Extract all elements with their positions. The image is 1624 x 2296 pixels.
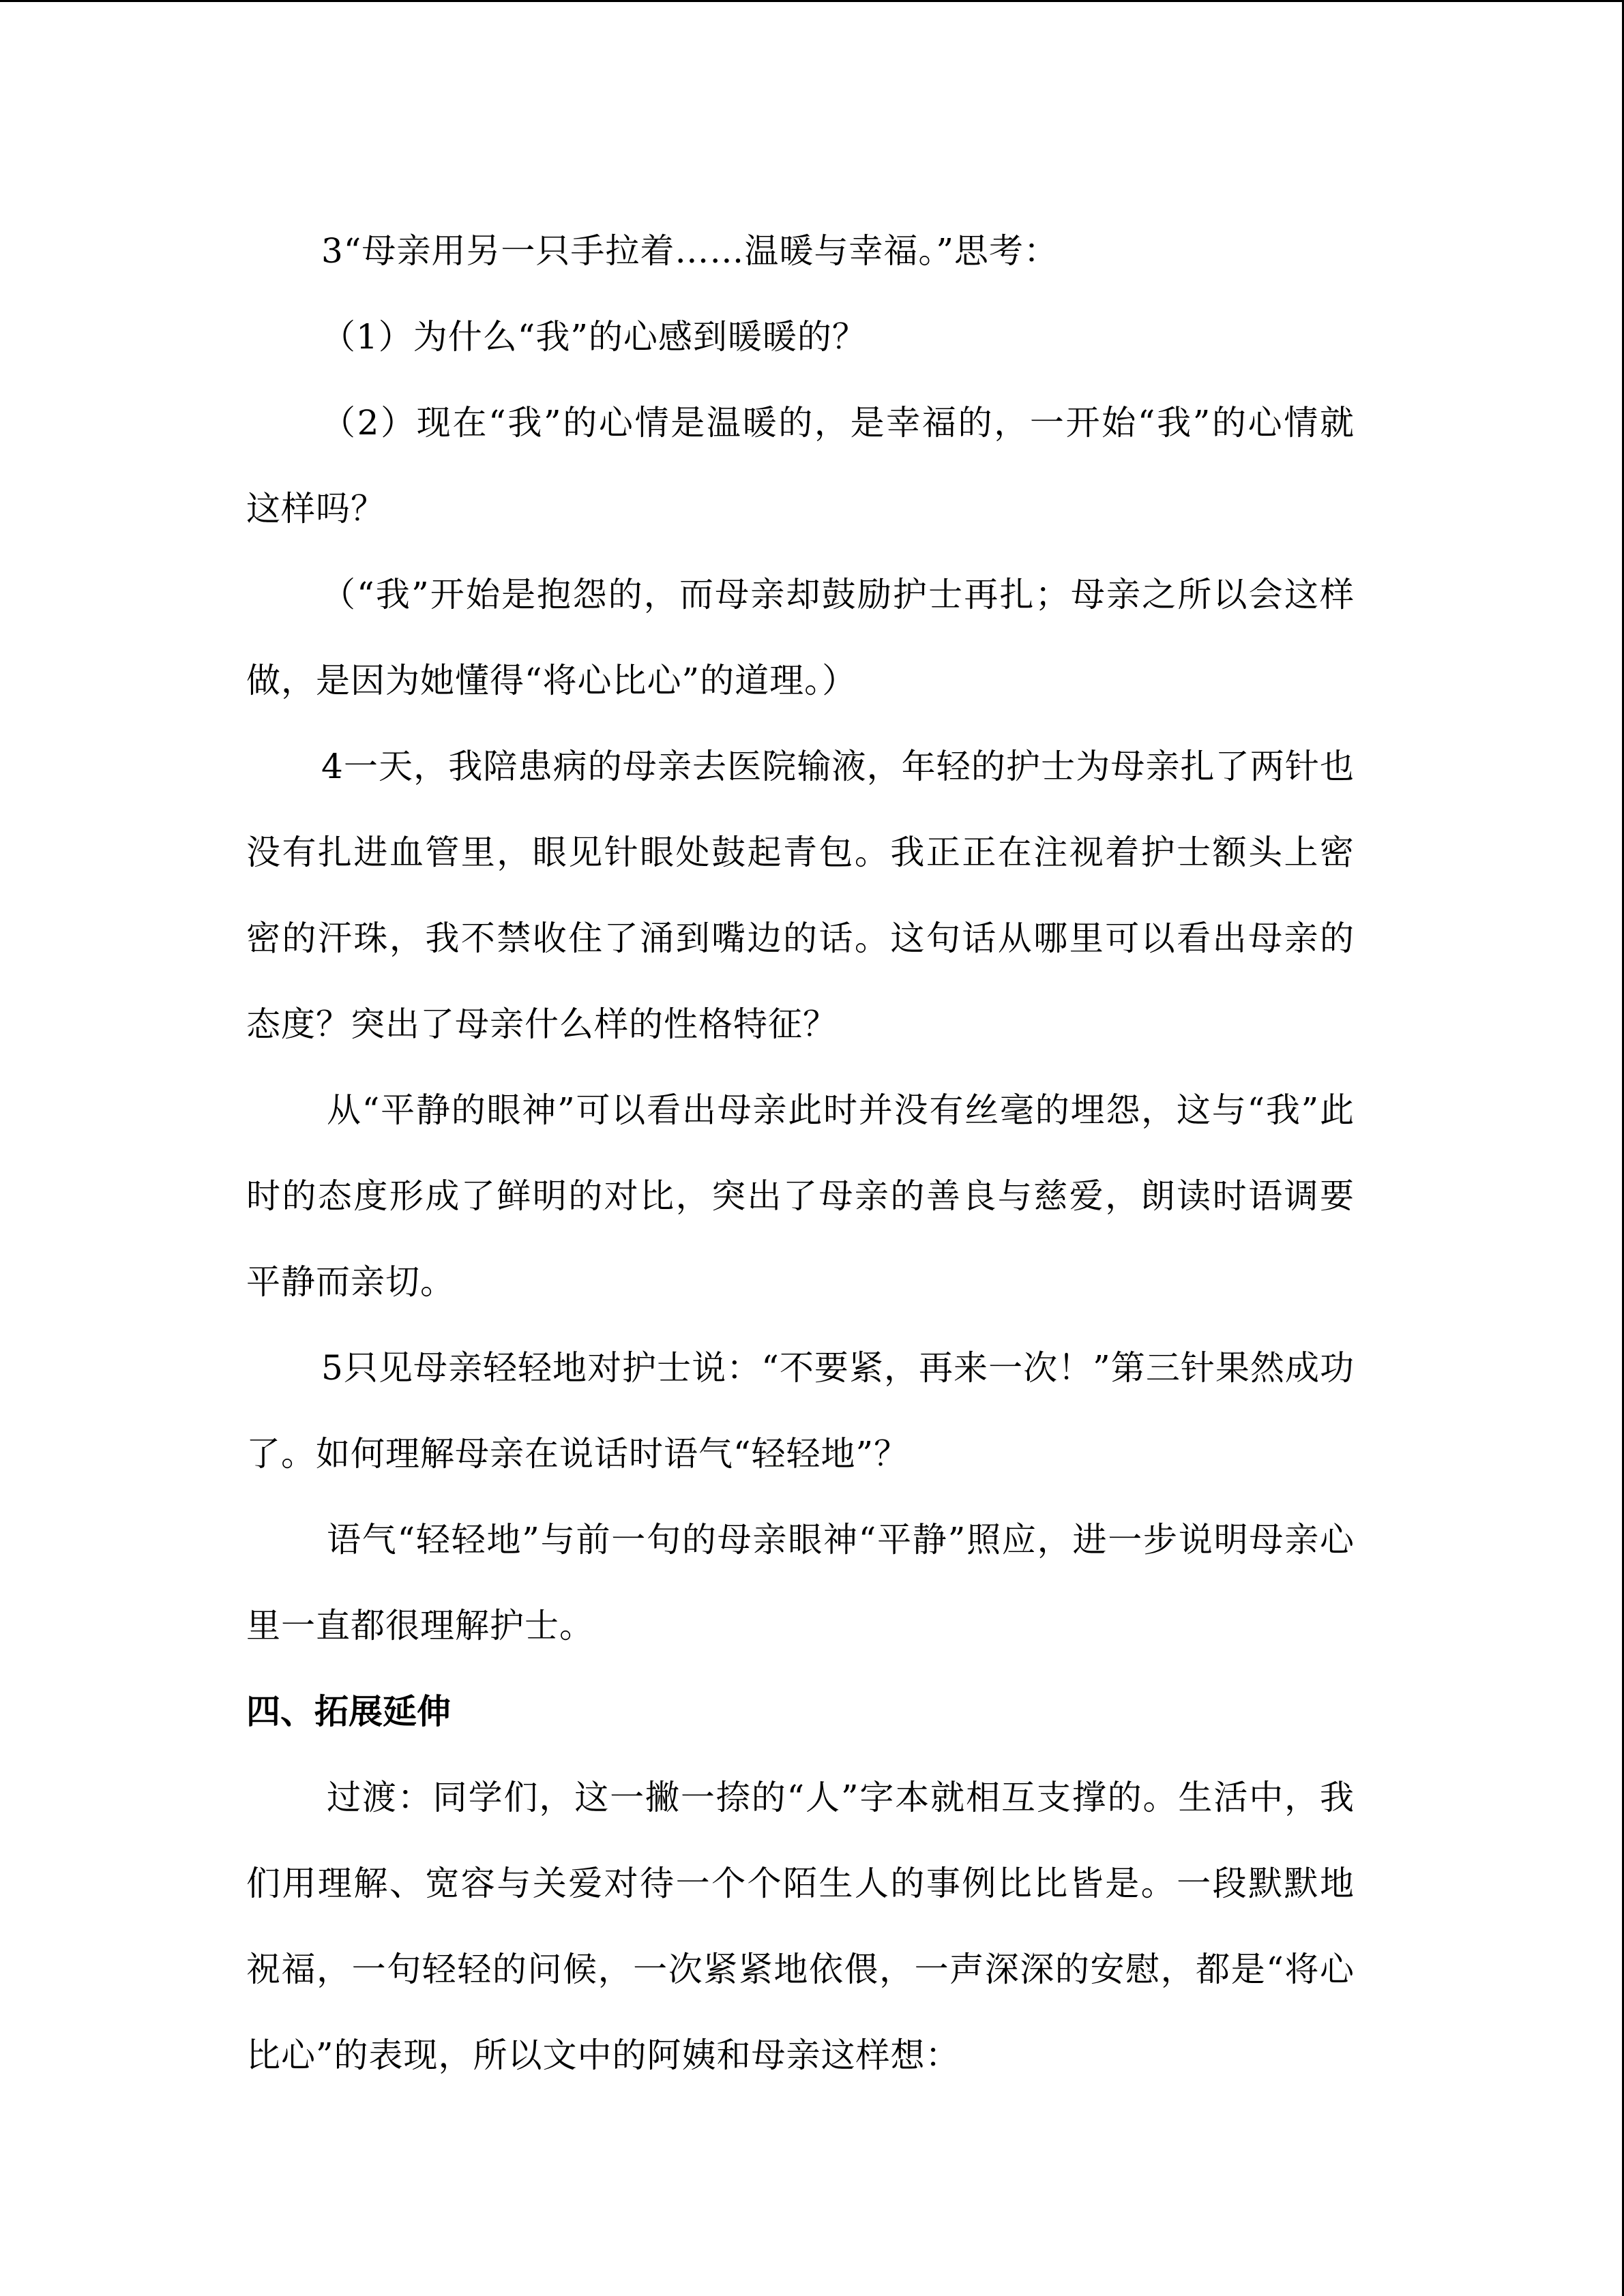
question-3-paragraph: 3“母亲用另一只手拉着……温暖与幸福。”思考： [321, 231, 1059, 271]
question-4-answer: 从“平静的眼神”可以看出母亲此时并没有丝毫的埋怨，这与“我”此时的态度形成了鲜明的对比，突出了母亲的善良与慈爱，朗读时语调要平静而亲切。 [246, 1090, 1355, 1302]
page-border-top [0, 0, 1624, 2]
section-heading: 四、拓展延伸 [246, 1692, 451, 1731]
closing-paragraph: 过渡：同学们，这一撇一捺的“人”字本就相互支撑的。生活中，我们用理解、宽容与关爱对待一个个陌生人的事例比比皆是。一段默默地祝福，一句轻轻的问候，一次紧紧地依偎，一声深深的安慰，都是“将心比心”的表现，所以文中的阿姨和母亲这样想： [246, 1778, 1355, 2075]
question-4-paragraph: 4一天，我陪患病的母亲去医院输液，年轻的护士为母亲扎了两针也没有扎进血管里，眼见针眼处鼓起青包。我正正在注视着护士额头上密密的汗珠，我不禁收住了涌到嘴边的话。这句话从哪里可以看出母亲的态度？突出了母亲什么样的性格特征？ [246, 747, 1355, 1044]
question-3-sub-2: （2）现在“我”的心情是温暖的，是幸福的，一开始“我”的心情就这样吗？ [246, 403, 1355, 528]
document-body [246, 208, 1355, 2098]
question-3-sub-1: （1）为什么“我”的心感到暖暖的？ [321, 317, 867, 357]
question-5-paragraph: 5只见母亲轻轻地对护士说：“不要紧，再来一次！”第三针果然成功了。如何理解母亲在说话时语气“轻轻地”？ [246, 1348, 1355, 1474]
question-3-answer: （“我”开始是抱怨的，而母亲却鼓励护士再扎；母亲之所以会这样做，是因为她懂得“将心比心”的道理。） [246, 575, 1355, 700]
question-5-answer: 语气“轻轻地”与前一句的母亲眼神“平静”照应，进一步说明母亲心里一直都很理解护士。 [246, 1520, 1355, 1645]
